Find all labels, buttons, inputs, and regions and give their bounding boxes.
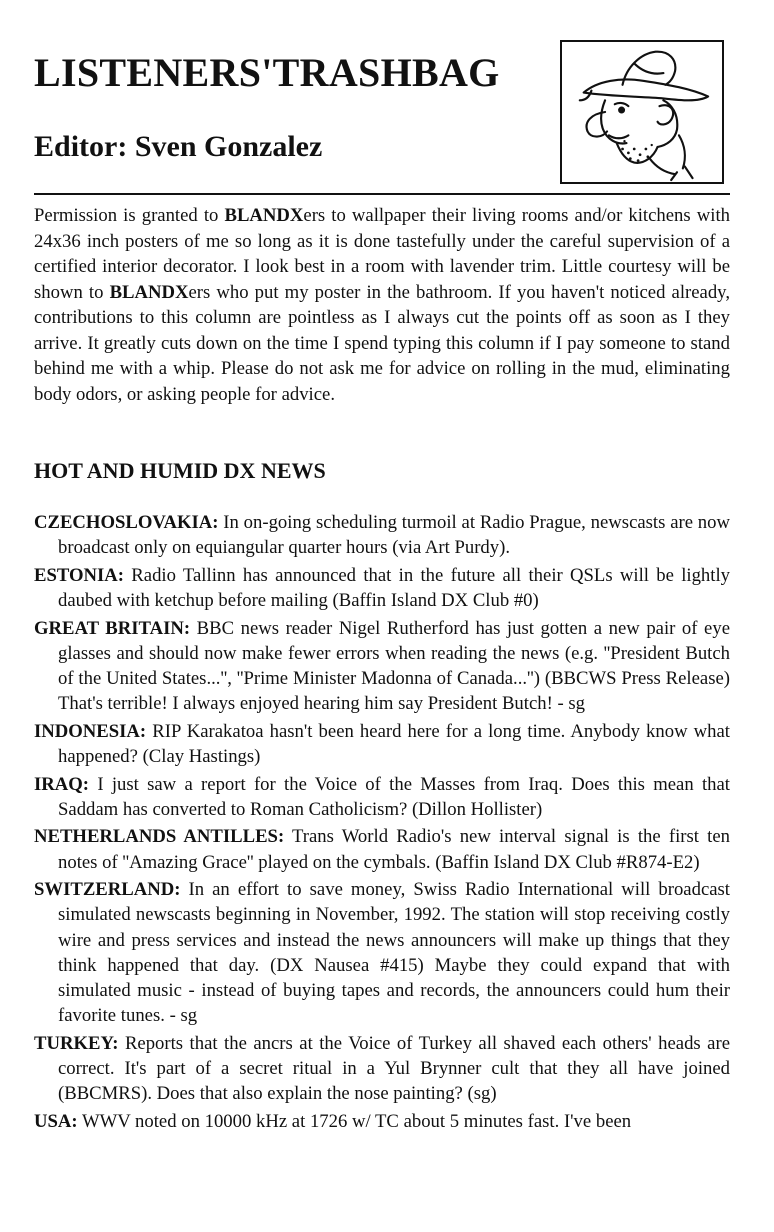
news-list (34, 510, 730, 1136)
header-divider (34, 193, 730, 195)
news-text: Radio Tallinn has announced that in the future all their QSLs will be lightly daubed with ketchup before mailing (Baffin Island DX Club #0) (58, 564, 730, 611)
news-text: BBC news reader Nigel Rutherford has just gotten a new pair of eye glasses and should now make fewer errors when reading the news (e.g. ''President Butch of the United States...'', ''Prime Minister Madonna of Canada...'') (BBCWS Press Release) That's terrible! I always enjoyed hearing him say President Butch! - sg (58, 617, 730, 715)
news-item-switzerland (34, 877, 730, 1028)
news-text: In on-going scheduling turmoil at Radio Prague, newscasts are now broadcast only on equiangular quarter hours (via Art Purdy). (58, 512, 730, 559)
news-text: I just saw a report for the Voice of the Masses from Iraq. Does this mean that Saddam has converted to Roman Catholicism? (Dillon Hollister) (58, 773, 730, 820)
blandx-brand-2: BLANDX (109, 281, 189, 303)
news-item-great-britain (34, 616, 730, 717)
news-item-usa (34, 1109, 730, 1134)
news-item-estonia (34, 563, 730, 613)
page-title: LISTENERS'TRASHBAG (34, 50, 500, 95)
cowboy-caricature-icon (560, 40, 724, 184)
blandx-brand-1: BLANDX (224, 205, 304, 226)
country-label: IRAQ: (34, 773, 90, 795)
intro-text-3: ers who put my poster in the bathroom. If you haven't noticed already, contributions to this column are pointless as I always cut the points off as soon as I they arrive. It greatly cuts down on the time I spend typing this column if I pay someone to stand behind me with a whip. Please do not ask me for advice on rolling in the mud, eliminating body odors, or asking people for advice. (34, 281, 730, 405)
country-label: SWITZERLAND: (34, 879, 181, 901)
country-label: TURKEY: (34, 1032, 119, 1054)
news-item-turkey (34, 1031, 730, 1107)
editor-line: Editor: Sven Gonzalez (34, 130, 323, 163)
news-item-indonesia (34, 719, 730, 769)
intro-paragraph (34, 203, 730, 407)
news-text: Reports that the ancrs at the Voice of Turkey all shaved each others' heads are correct. It's part of a secret ritual in a Yul Brynner cult that they all have joined (BBCMRS). Does that also explain the nose painting? (sg) (58, 1032, 730, 1105)
intro-text-2: ers to wallpaper their living rooms and/or kitchens with 24x36 inch posters of me so long as it is done tastefully under the careful supervision of a certified interior decorator. I look best in a room with lavender trim. Little courtesy will be shown to (34, 205, 730, 303)
country-label: GREAT BRITAIN: (34, 617, 191, 639)
country-label: NETHERLANDS ANTILLES: (34, 826, 285, 848)
section-heading: HOT AND HUMID DX NEWS (34, 458, 326, 483)
intro-text-1: Permission is granted to (34, 205, 225, 226)
news-text: Trans World Radio's new interval signal is the first ten notes of ''Amazing Grace'' played on the cymbals. (Baffin Island DX Club #R874-E2) (58, 826, 730, 873)
country-label: ESTONIA: (34, 564, 125, 586)
news-item-iraq (34, 772, 730, 822)
news-item-czechoslovakia (34, 510, 730, 560)
news-text: In an effort to save money, Swiss Radio International will broadcast simulated newscasts beginning in November, 1992. The station will stop receiving costly wire and press services and instead the news announcers will make up things that they think happened that day. (DX Nausea #415) Maybe they could expand that with simulated music - instead of buying tapes and records, the announcers could hum their favorite tunes. - sg (58, 879, 730, 1027)
country-label: USA: (34, 1110, 78, 1132)
news-text: WWV noted on 10000 kHz at 1726 w/ TC about 5 minutes fast. I've been (77, 1110, 632, 1132)
news-text: RIP Karakatoa hasn't been heard here for a long time. Anybody know what happened? (Clay Hastings) (58, 720, 730, 767)
country-label: INDONESIA: (34, 720, 147, 742)
country-label: CZECHOSLOVAKIA: (34, 512, 219, 533)
news-item-netherlands-antilles (34, 824, 730, 874)
